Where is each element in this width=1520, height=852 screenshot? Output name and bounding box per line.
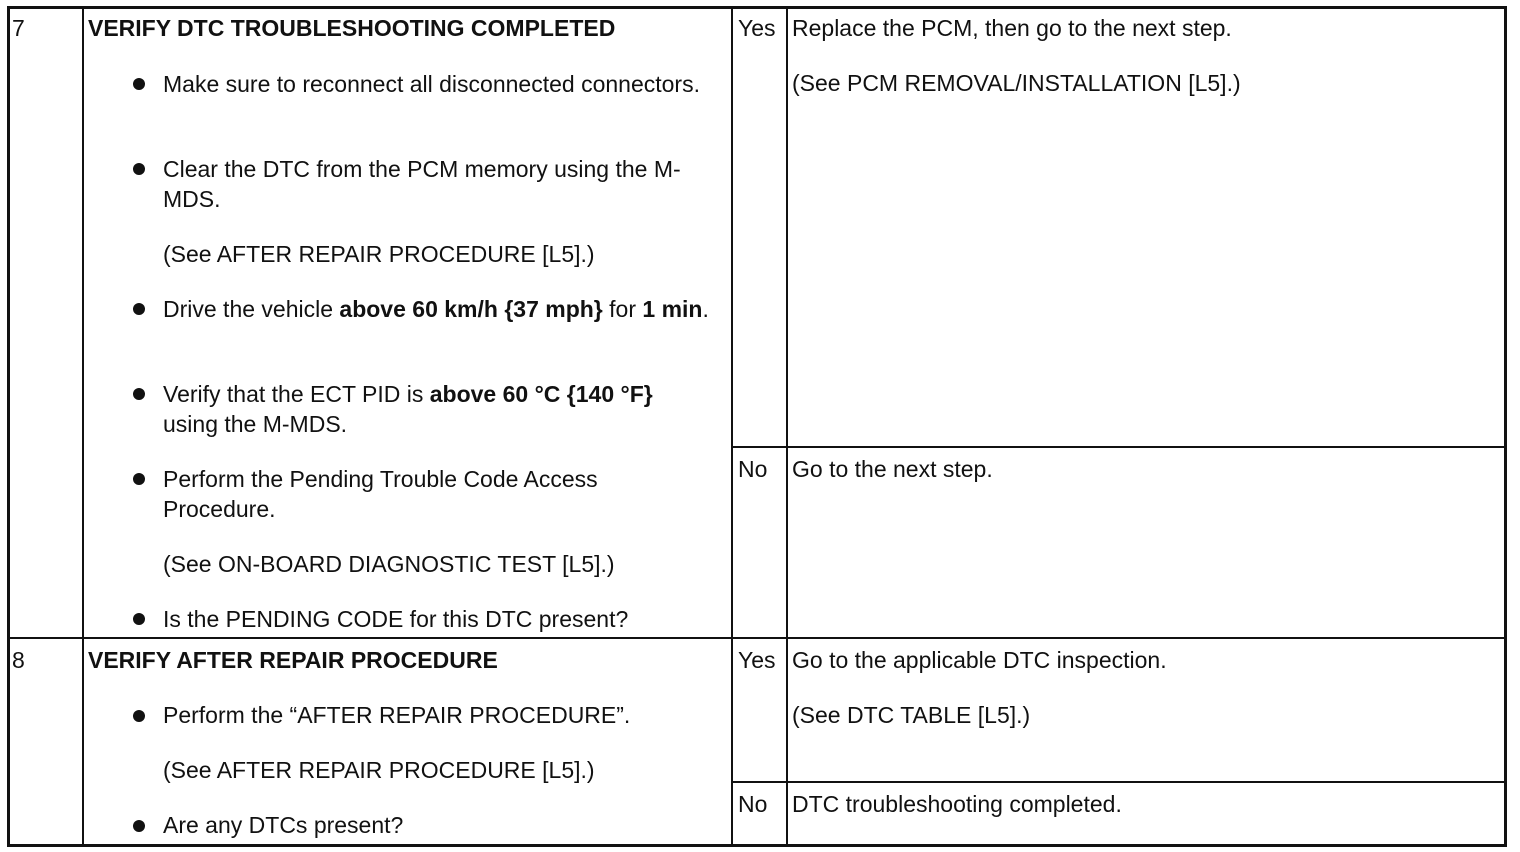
item-text: for [602, 296, 643, 322]
inspection-item: Make sure to reconnect all disconnected connectors. [163, 71, 700, 97]
bullet-icon [133, 388, 145, 400]
bullet-icon [133, 613, 145, 625]
bullet-icon [133, 473, 145, 485]
bullet-icon [133, 163, 145, 175]
step-title: VERIFY AFTER REPAIR PROCEDURE [88, 647, 498, 673]
row-divider-step8 [7, 637, 1507, 639]
bullet-icon [133, 78, 145, 90]
item-text: for this DTC present? [403, 606, 629, 632]
item-emphasis: 1 min [642, 296, 703, 322]
result-no-action: Go to the next step. [792, 456, 993, 482]
row-divider-step7-yes-no [731, 446, 1507, 448]
step-number: 7 [12, 15, 25, 41]
inspection-item: Perform the “AFTER REPAIR PROCEDURE”. [163, 702, 631, 728]
result-yes-label: Yes [738, 647, 776, 673]
inspection-item [163, 294, 713, 324]
item-emphasis: above 60 °C {140 °F} [429, 381, 653, 407]
item-emphasis: above 60 km/h {37 mph} [339, 296, 603, 322]
item-text: Is the [163, 606, 226, 632]
item-emphasis: PENDING CODE [225, 606, 404, 632]
result-yes-action: Replace the PCM, then go to the next step. [792, 15, 1232, 41]
inspection-item: Perform the Pending Trouble Code Access Procedure. [163, 466, 598, 522]
item-text: . [702, 296, 709, 322]
result-no-action: DTC troubleshooting completed. [792, 791, 1122, 817]
row-divider-step8-yes-no [731, 781, 1507, 783]
reference-note: (See AFTER REPAIR PROCEDURE [L5].) [163, 757, 595, 783]
item-text: using the M-MDS. [163, 411, 348, 437]
result-no-label: No [738, 791, 768, 817]
inspection-question: Are any DTCs present? [163, 812, 404, 838]
step-title: VERIFY DTC TROUBLESHOOTING COMPLETED [88, 15, 616, 41]
item-text: Verify that the ECT PID is [163, 381, 430, 407]
bullet-icon [133, 710, 145, 722]
col-divider-result [786, 6, 788, 847]
result-yes-reference: (See PCM REMOVAL/INSTALLATION [L5].) [792, 70, 1241, 96]
reference-note: (See AFTER REPAIR PROCEDURE [L5].) [163, 241, 595, 267]
result-yes-action: Go to the applicable DTC inspection. [792, 647, 1167, 673]
bullet-icon [133, 303, 145, 315]
item-text: Drive the vehicle [163, 296, 340, 322]
result-yes-label: Yes [738, 15, 776, 41]
col-divider-step [82, 6, 84, 847]
bullet-icon [133, 820, 145, 832]
inspection-item: Clear the DTC from the PCM memory using the M-MDS. [163, 156, 681, 212]
step-number: 8 [12, 647, 25, 673]
result-yes-reference: (See DTC TABLE [L5].) [792, 702, 1031, 728]
inspection-item [163, 379, 683, 439]
inspection-question [163, 604, 723, 634]
result-no-label: No [738, 456, 768, 482]
reference-note: (See ON-BOARD DIAGNOSTIC TEST [L5].) [163, 551, 615, 577]
col-divider-inspection [731, 6, 733, 847]
